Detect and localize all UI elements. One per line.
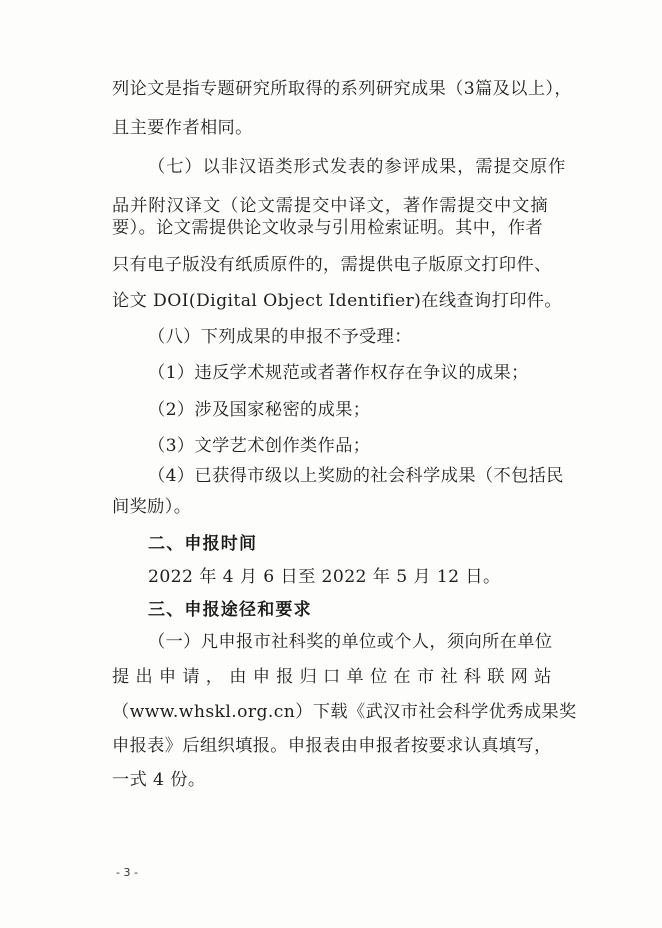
list-item: （2）涉及国家秘密的成果； (148, 400, 371, 420)
list-item: （4）已获得市级以上奖励的社会科学成果（不包括民 (148, 466, 564, 486)
list-item: 间奖励）。 (112, 497, 192, 517)
section-heading: 三、申报途径和要求 (148, 600, 312, 620)
list-item: （3）文学艺术创作类作品； (148, 436, 371, 456)
section-heading: 二、申报时间 (148, 534, 258, 554)
paragraph-line: （八）下列成果的申报不予受理： (148, 327, 412, 347)
paragraph-line: 2022 年 4 月 6 日至 2022 年 5 月 12 日。 (148, 567, 501, 587)
paragraph-line: 申报表》后组织填报。申报表由申报者按要求认真填写， (112, 736, 552, 756)
paragraph-line: （七）以非汉语类形式发表的参评成果，需提交原作 (148, 157, 567, 177)
paragraph-line: 论文 DOI(Digital Object Identifier)在线查询打印件。 (112, 291, 562, 311)
paragraph-line: （一）凡申报市社科奖的单位或个人，须向所在单位 (148, 632, 553, 652)
paragraph-line: 提 出 申 请 ， 由 申 报 归 口 单 位 在 市 社 科 联 网 站 (112, 667, 552, 687)
list-item: （1）违反学术规范或者著作权存在争议的成果； (148, 363, 529, 383)
paragraph-line: 一式 4 份。 (112, 770, 206, 790)
paragraph-line: 品并附汉译文（论文需提交中译文，著作需提交中文摘 (112, 196, 549, 216)
paragraph-line: 且主要作者相同。 (112, 118, 253, 138)
paragraph-line: （www.whskl.org.cn）下载《武汉市社会科学优秀成果奖 (112, 702, 577, 722)
paragraph-line: 列论文是指专题研究所取得的系列研究成果（3篇及以上）， (112, 79, 573, 99)
page-number: - 3 - (116, 866, 138, 879)
paragraph-line: 要）。论文需提供论文收录与引用检索证明。其中，作者 (112, 218, 544, 238)
paragraph-line: 只有电子版没有纸质原件的，需提供电子版原文打印件、 (112, 255, 552, 275)
